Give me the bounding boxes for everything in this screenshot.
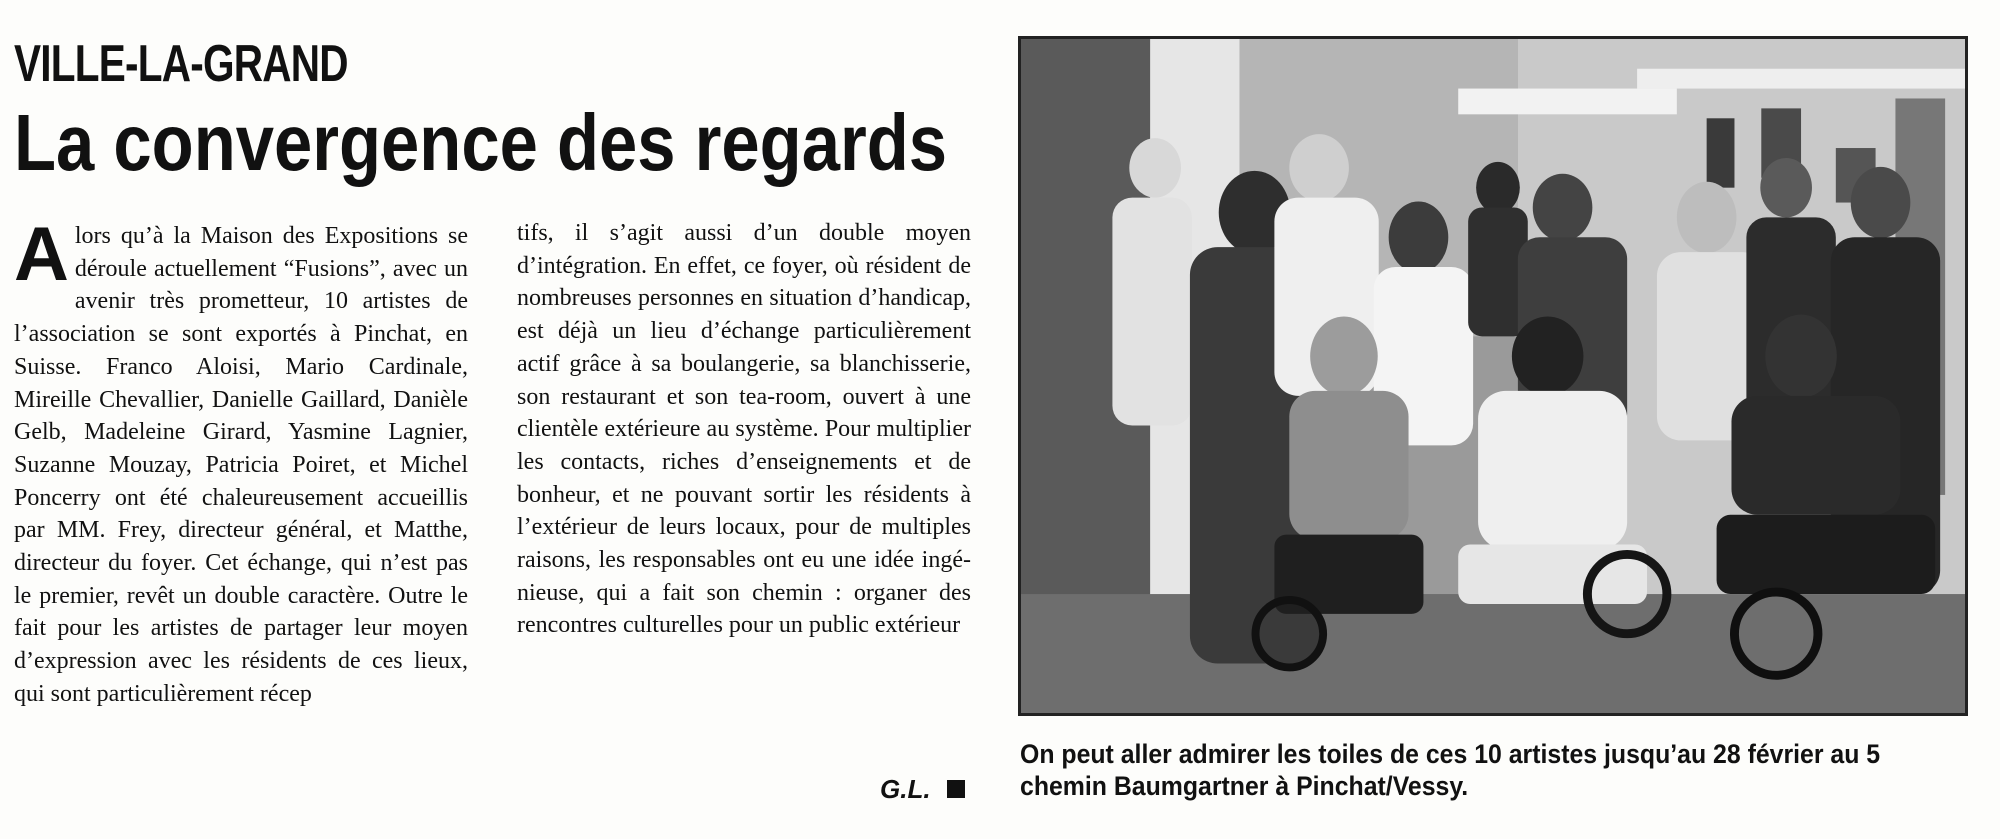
- article-column-2: [517, 217, 971, 642]
- drop-cap: A: [14, 212, 69, 297]
- photo-illustration: [1021, 39, 1965, 713]
- column-1-text: lors qu’à la Maison des Expositions se déroule actuellement “Fusions”, avec un avenir très prometteur, 10 artistes de l’association se sont exportés à Pinchat, en Suisse. Franco Aloisi, Mario Cardinale, Mireille Chevallier, Danielle Gaillard, Danièle Gelb, Madeleine Girard, Yasmine Lagnier, Suzanne Mouzay, Patricia Poiret, et Michel Poncerry ont été chaleureusement accueillis par MM. Frey, directeur général, et Matthe, directeur du foyer. Cet échange, qui n’est pas le premier, revêt un double caractère. Outre le fait pour les artistes de partager leur moyen d’expression avec les résidents de ces lieux, qui sont particulièrement récep: [14, 223, 468, 707]
- article-kicker: VILLE-LA-GRAND: [14, 35, 348, 93]
- article-column-1: [14, 212, 468, 711]
- author-signature: [880, 774, 965, 805]
- signature-initials: G.L.: [880, 774, 931, 804]
- article-headline: La convergence des regards: [14, 98, 948, 187]
- article-photo: [1018, 36, 1968, 716]
- column-2-text: tifs, il s’agit aussi d’un double moyen d’intégration. En effet, ce foyer, où résident de nombreuses personnes en situation d’handicap, est déjà un lieu d’échange particulièrement actif grâce à sa boulangerie, sa blanchisserie, son restaurant et son tea-room, ouvert à une clientèle extérieure au système. Pour multiplier les contacts, riches d’enseignements et de bonheur, et ne pouvant sortir les résidents à l’extérieur de leurs locaux, pour de multiples raisons, les responsables ont eu une idée ingénieuse, qui a fait son chemin : organer des rencontres culturelles pour un public extérieur: [517, 220, 971, 639]
- end-of-article-mark: [947, 780, 965, 798]
- photo-caption: On peut aller admirer les toiles de ces 10 artistes jusqu’au 28 février au 5 chemin Baumgartner à Pinchat/Vessy.: [1020, 739, 1881, 801]
